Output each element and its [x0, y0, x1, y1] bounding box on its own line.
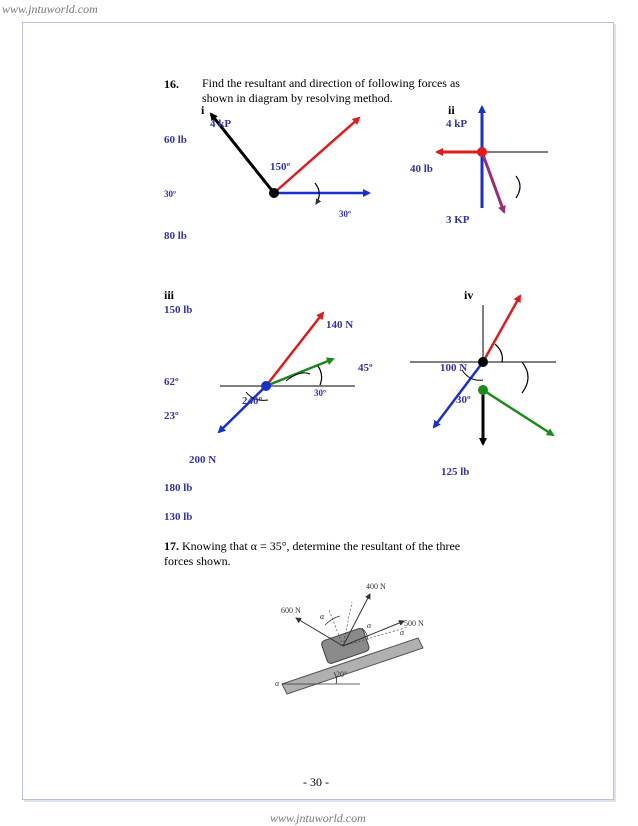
fig-ii-force-bottom-label: 3 KP	[446, 214, 470, 226]
question-16-number: 16.	[164, 77, 179, 91]
q17-alpha-label-3: α	[400, 628, 405, 637]
fig-ii-force-top-label: 4 kP	[446, 118, 468, 130]
fig-ii-force-left-label: 40 lb	[410, 163, 433, 175]
fig-iii-force-130-label: 130 lb	[164, 511, 193, 523]
q17-500n-label: 500 N	[404, 619, 424, 628]
fig-i-label: i	[201, 103, 205, 117]
fig-i-angle-30-left-label: 30º	[164, 189, 176, 199]
question-17-text-line2: forces shown.	[164, 554, 231, 568]
watermark-bottom: www.jntuworld.com	[270, 811, 366, 825]
fig-iii-angle-30-label: 30º	[314, 388, 326, 398]
fig-iii-origin	[261, 381, 271, 391]
q17-alpha-label-2: α	[367, 621, 372, 630]
q17-arc-alpha-1	[325, 616, 340, 625]
fig-iii-blue-arrow	[219, 386, 266, 432]
fig-iv-label: iv	[464, 288, 474, 302]
fig-ii-purple-arrow	[482, 152, 504, 212]
fig-iv-arc-right	[522, 362, 528, 393]
question-17-number: 17.	[164, 539, 179, 553]
fig-i-force-top-label: 4 kP	[210, 118, 232, 130]
fig-iv-force-100-label: 100 N	[440, 362, 468, 374]
fig-iv-force-125-label: 125 lb	[441, 466, 470, 478]
q17-600n-label: 600 N	[281, 606, 301, 615]
question-16-text-line2: shown in diagram by resolving method.	[202, 91, 393, 105]
fig-i-angle-30-right-label: 30º	[339, 209, 351, 219]
fig-iii-angle-62-label: 62º	[164, 376, 179, 388]
fig-ii-origin	[477, 147, 487, 157]
fig-iii-angle-240-label: 240º	[242, 395, 263, 407]
figure-iv	[410, 296, 556, 444]
watermark-top: www.jntuworld.com	[2, 2, 98, 16]
fig-i-force-left-label: 60 lb	[164, 134, 187, 146]
fig-iii-force-top-label: 150 lb	[164, 304, 193, 316]
q17-alpha-label-4: α	[275, 679, 280, 688]
question-16-text-line1: Find the resultant and direction of following forces as	[202, 76, 460, 90]
fig-iv-green-arrow	[483, 390, 553, 435]
q17-angle-20-label: 20°	[336, 670, 348, 679]
fig-iii-force-200-label: 200 N	[189, 454, 217, 466]
question-17-text-line1: Knowing that α = 35°, determine the resultant of the three	[179, 539, 461, 553]
figure-i	[211, 114, 369, 204]
page-number: - 30 -	[303, 775, 329, 789]
fig-iii-angle-23-label: 23º	[164, 410, 179, 422]
fig-iv-origin-bottom	[478, 385, 488, 395]
fig-iii-force-180-label: 180 lb	[164, 482, 193, 494]
fig-iii-angle-45-label: 45º	[358, 362, 373, 374]
q17-400n-label: 400 N	[366, 582, 386, 591]
fig-iv-angle-30-label: 30º	[456, 394, 471, 406]
figure-q17	[282, 594, 423, 694]
fig-iii-label: iii	[164, 288, 175, 302]
fig-iv-origin-top	[478, 357, 488, 367]
question-17-line1	[164, 539, 460, 554]
fig-i-angle-150-label: 150º	[270, 161, 291, 173]
fig-ii-angle-arc	[516, 176, 520, 198]
fig-i-red-arrow	[274, 118, 359, 193]
fig-i-force-bottom-label: 80 lb	[164, 230, 187, 242]
fig-i-origin	[269, 188, 279, 198]
q17-600n-arrow	[296, 618, 343, 646]
fig-ii-label: ii	[448, 103, 455, 117]
fig-iv-arc-top	[495, 344, 502, 362]
fig-iii-force-red-label: 140 N	[326, 319, 354, 331]
fig-iii-arc-45	[318, 366, 322, 385]
q17-alpha-label-1: α	[320, 612, 325, 621]
